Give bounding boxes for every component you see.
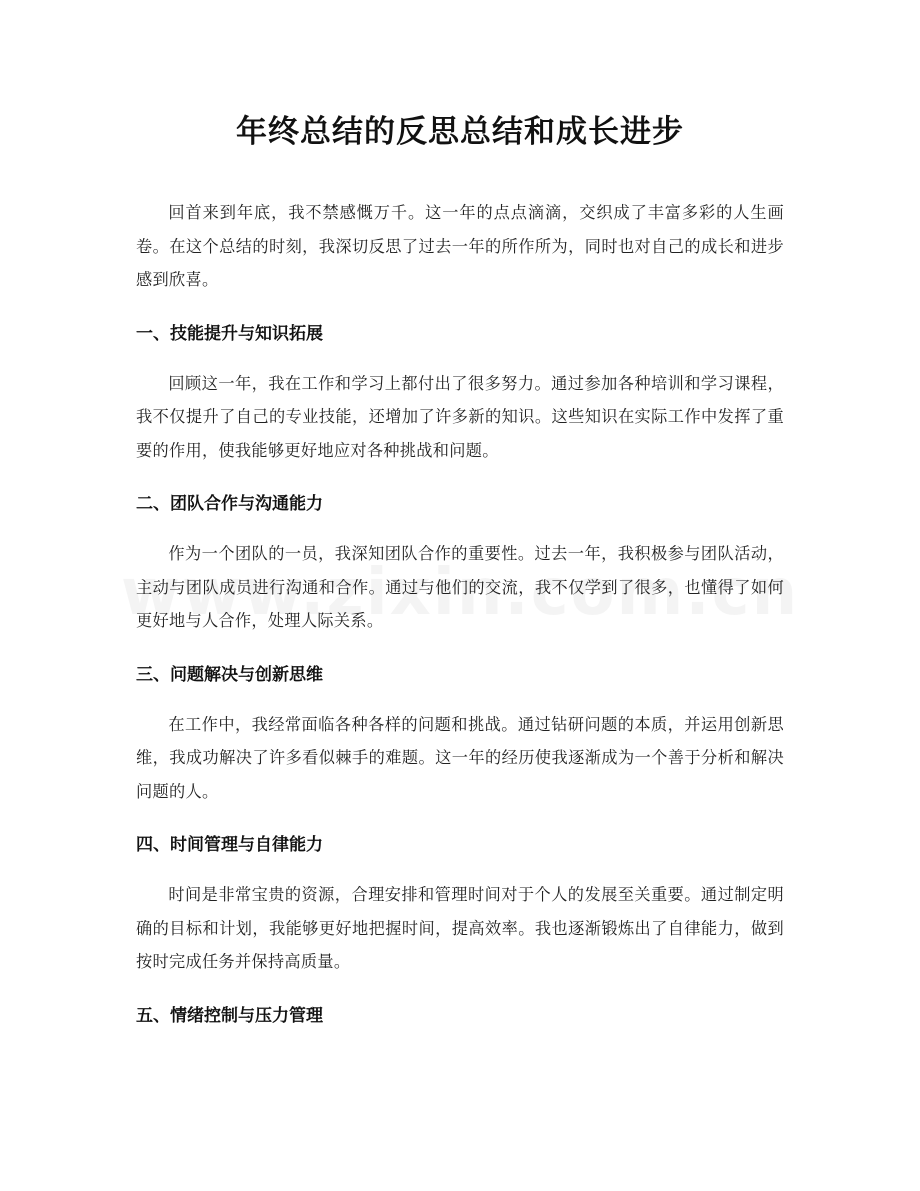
intro-paragraph: 回首来到年底，我不禁感慨万千。这一年的点点滴滴，交织成了丰富多彩的人生画卷。在这个总结的时刻，我深切反思了过去一年的所作所为，同时也对自己的成长和进步感到欣喜。 — [136, 203, 784, 289]
section-heading-5: 五、情绪控制与压力管理 — [136, 1005, 323, 1026]
section-body-3: 在工作中，我经常面临各种各样的问题和挑战。通过钻研问题的本质，并运用创新思维，我成功解决了许多看似棘手的难题。这一年的经历使我逐渐成为一个善于分析和解决问题的人。 — [136, 714, 784, 801]
section-body-1: 回顾这一年，我在工作和学习上都付出了很多努力。通过参加各种培训和学习课程，我不仅提升了自己的专业技能，还增加了许多新的知识。这些知识在实际工作中发挥了重要的作用，使我能够更好地应对各种挑战和问题。 — [136, 373, 784, 460]
section-heading-2: 二、团队合作与沟通能力 — [136, 494, 323, 514]
section-body-2: 作为一个团队的一员，我深知团队合作的重要性。过去一年，我积极参与团队活动，主动与团队成员进行沟通和合作。通过与他们的交流，我不仅学到了很多，也懂得了如何更好地与人合作，处理人际关系。 — [136, 544, 784, 630]
document-title: 年终总结的反思总结和成长进步 — [236, 114, 684, 150]
section-body-4: 时间是非常宝贵的资源，合理安排和管理时间对于个人的发展至关重要。通过制定明确的目标和计划，我能够更好地把握时间，提高效率。我也逐渐锻炼出了自律能力，做到按时完成任务并保持高质量。 — [136, 885, 784, 971]
section-heading-3: 三、问题解决与创新思维 — [136, 664, 323, 685]
section-heading-4: 四、时间管理与自律能力 — [136, 835, 323, 855]
section-heading-1: 一、技能提升与知识拓展 — [136, 323, 323, 344]
